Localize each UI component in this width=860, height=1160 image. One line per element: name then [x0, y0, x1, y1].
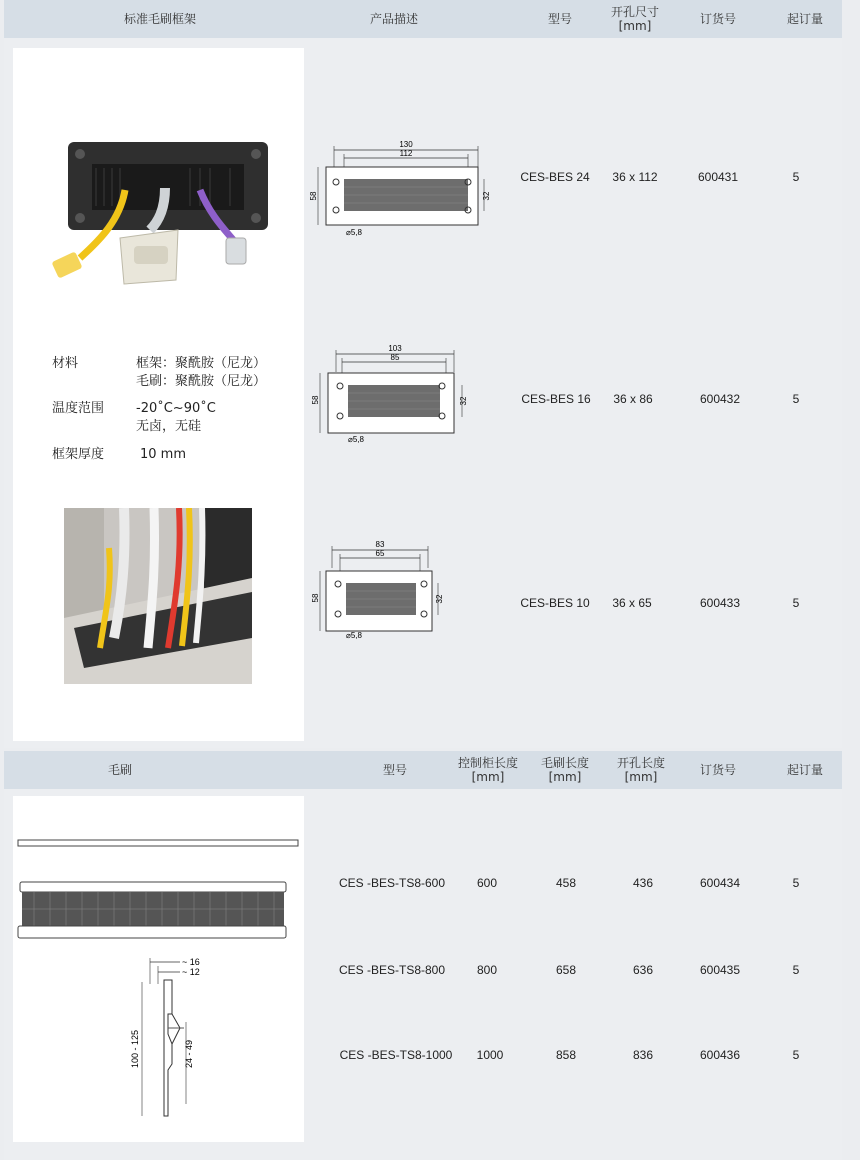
spec-temp-value: -20˚C~90˚C [136, 401, 216, 416]
dim-height-24: 58 [309, 191, 318, 201]
frame-row-model: CES-BES 16 [521, 392, 591, 406]
spec-thickness-value: 10 mm [140, 447, 187, 462]
installation-photo [64, 508, 252, 684]
brush-frame-photo [40, 130, 280, 290]
frame-drawing-24 [306, 138, 496, 238]
frame-drawing-16 [308, 342, 478, 446]
brush-table-header [4, 751, 842, 789]
spec-material-label: 材料 [52, 356, 79, 371]
brush-strip-drawing [14, 830, 304, 946]
brush-row-cabinet: 600 [476, 876, 498, 890]
dim-outer-24: 130 [399, 140, 413, 149]
header-order-no: 订货号 [699, 12, 736, 26]
brush-row-brush: 658 [555, 963, 577, 977]
frame-row-cutout: 36 x 86 [613, 392, 653, 406]
header-cutout-unit: [mm] [618, 19, 652, 33]
header-title: 标准毛刷框架 [123, 12, 196, 26]
frame-row-order-no: 600433 [699, 596, 741, 610]
frame-row-order-no: 600431 [697, 170, 739, 184]
brush-row-opening: 436 [632, 876, 654, 890]
spec-thickness-label: 框架厚度 [52, 447, 105, 462]
brush-profile-drawing [128, 954, 238, 1124]
dim-profile-16: ~ 16 [182, 957, 200, 967]
header-brush-length [530, 751, 600, 789]
brush-row-order-no: 600434 [699, 876, 741, 890]
dim-hole-10: ⌀5,8 [346, 631, 362, 640]
brush-row-moq: 5 [792, 1048, 800, 1062]
dim-brush-10: 32 [435, 594, 444, 604]
dim-hole-16: ⌀5,8 [348, 435, 364, 444]
header-moq: 起订量 [786, 12, 823, 26]
dim-outer-10: 83 [375, 540, 385, 549]
frame-row-model: CES-BES 24 [520, 170, 590, 184]
dim-hole-24: ⌀5,8 [346, 228, 362, 237]
dim-height-16: 58 [311, 395, 320, 405]
brush-row-cabinet: 800 [476, 963, 498, 977]
dim-height-10: 58 [311, 593, 320, 603]
frame-row-moq: 5 [792, 392, 800, 406]
dim-profile-height: 100 - 125 [130, 1029, 140, 1069]
dim-profile-12: ~ 12 [182, 967, 200, 977]
header-model: 型号 [547, 12, 572, 26]
dim-brush-24: 32 [482, 191, 491, 201]
spec-material-brush: 毛刷：聚酰胺（尼龙） [136, 374, 267, 389]
frame-row-model: CES-BES 10 [520, 596, 590, 610]
brush-row-opening: 836 [632, 1048, 654, 1062]
dim-inner-16: 85 [390, 353, 400, 362]
spec-material-frame: 框架：聚酰胺（尼龙） [136, 356, 267, 371]
header-cabinet-length [448, 751, 528, 789]
brush-row-cabinet: 1000 [476, 1048, 504, 1062]
header-cutout [595, 0, 675, 38]
brush-row-model: CES -BES-TS8-1000 [339, 1048, 453, 1062]
dim-inner-10: 65 [375, 549, 385, 558]
header-brush-unit: [mm] [548, 770, 582, 784]
frame-row-order-no: 600432 [699, 392, 741, 406]
dim-inner-24: 112 [399, 149, 413, 158]
brush-row-brush: 858 [555, 1048, 577, 1062]
frame-row-moq: 5 [792, 596, 800, 610]
brush-row-model: CES -BES-TS8-800 [338, 963, 446, 977]
dim-profile-gap: 24 - 49 [184, 1039, 194, 1069]
brush-row-moq: 5 [792, 876, 800, 890]
brush-row-order-no: 600435 [699, 963, 741, 977]
frame-row-cutout: 36 x 112 [612, 170, 658, 184]
brush-row-model: CES -BES-TS8-600 [338, 876, 446, 890]
brush-row-opening: 636 [632, 963, 654, 977]
frame-drawing-10 [308, 538, 458, 642]
header-opening-label: 开孔长度 [616, 756, 665, 770]
header-moq: 起订量 [786, 763, 823, 777]
frame-table-header [4, 0, 842, 38]
frame-row-moq: 5 [792, 170, 800, 184]
brush-row-order-no: 600436 [699, 1048, 741, 1062]
header-description: 产品描述 [369, 12, 418, 26]
header-order-no: 订货号 [699, 763, 736, 777]
header-opening-length [606, 751, 676, 789]
header-cabinet-unit: [mm] [471, 770, 505, 784]
dim-outer-16: 103 [388, 344, 402, 353]
brush-row-brush: 458 [555, 876, 577, 890]
brush-row-moq: 5 [792, 963, 800, 977]
header-cutout-label: 开孔尺寸 [610, 5, 659, 19]
header-model: 型号 [382, 763, 407, 777]
header-opening-unit: [mm] [624, 770, 658, 784]
spec-temp-note: 无卤，无硅 [136, 419, 202, 434]
frame-row-cutout: 36 x 65 [612, 596, 652, 610]
spec-temp-label: 温度范围 [52, 401, 105, 416]
header-cabinet-label: 控制柜长度 [457, 756, 518, 770]
header-brush-label: 毛刷长度 [540, 756, 589, 770]
dim-brush-16: 32 [459, 396, 468, 406]
header-title: 毛刷 [107, 763, 132, 777]
